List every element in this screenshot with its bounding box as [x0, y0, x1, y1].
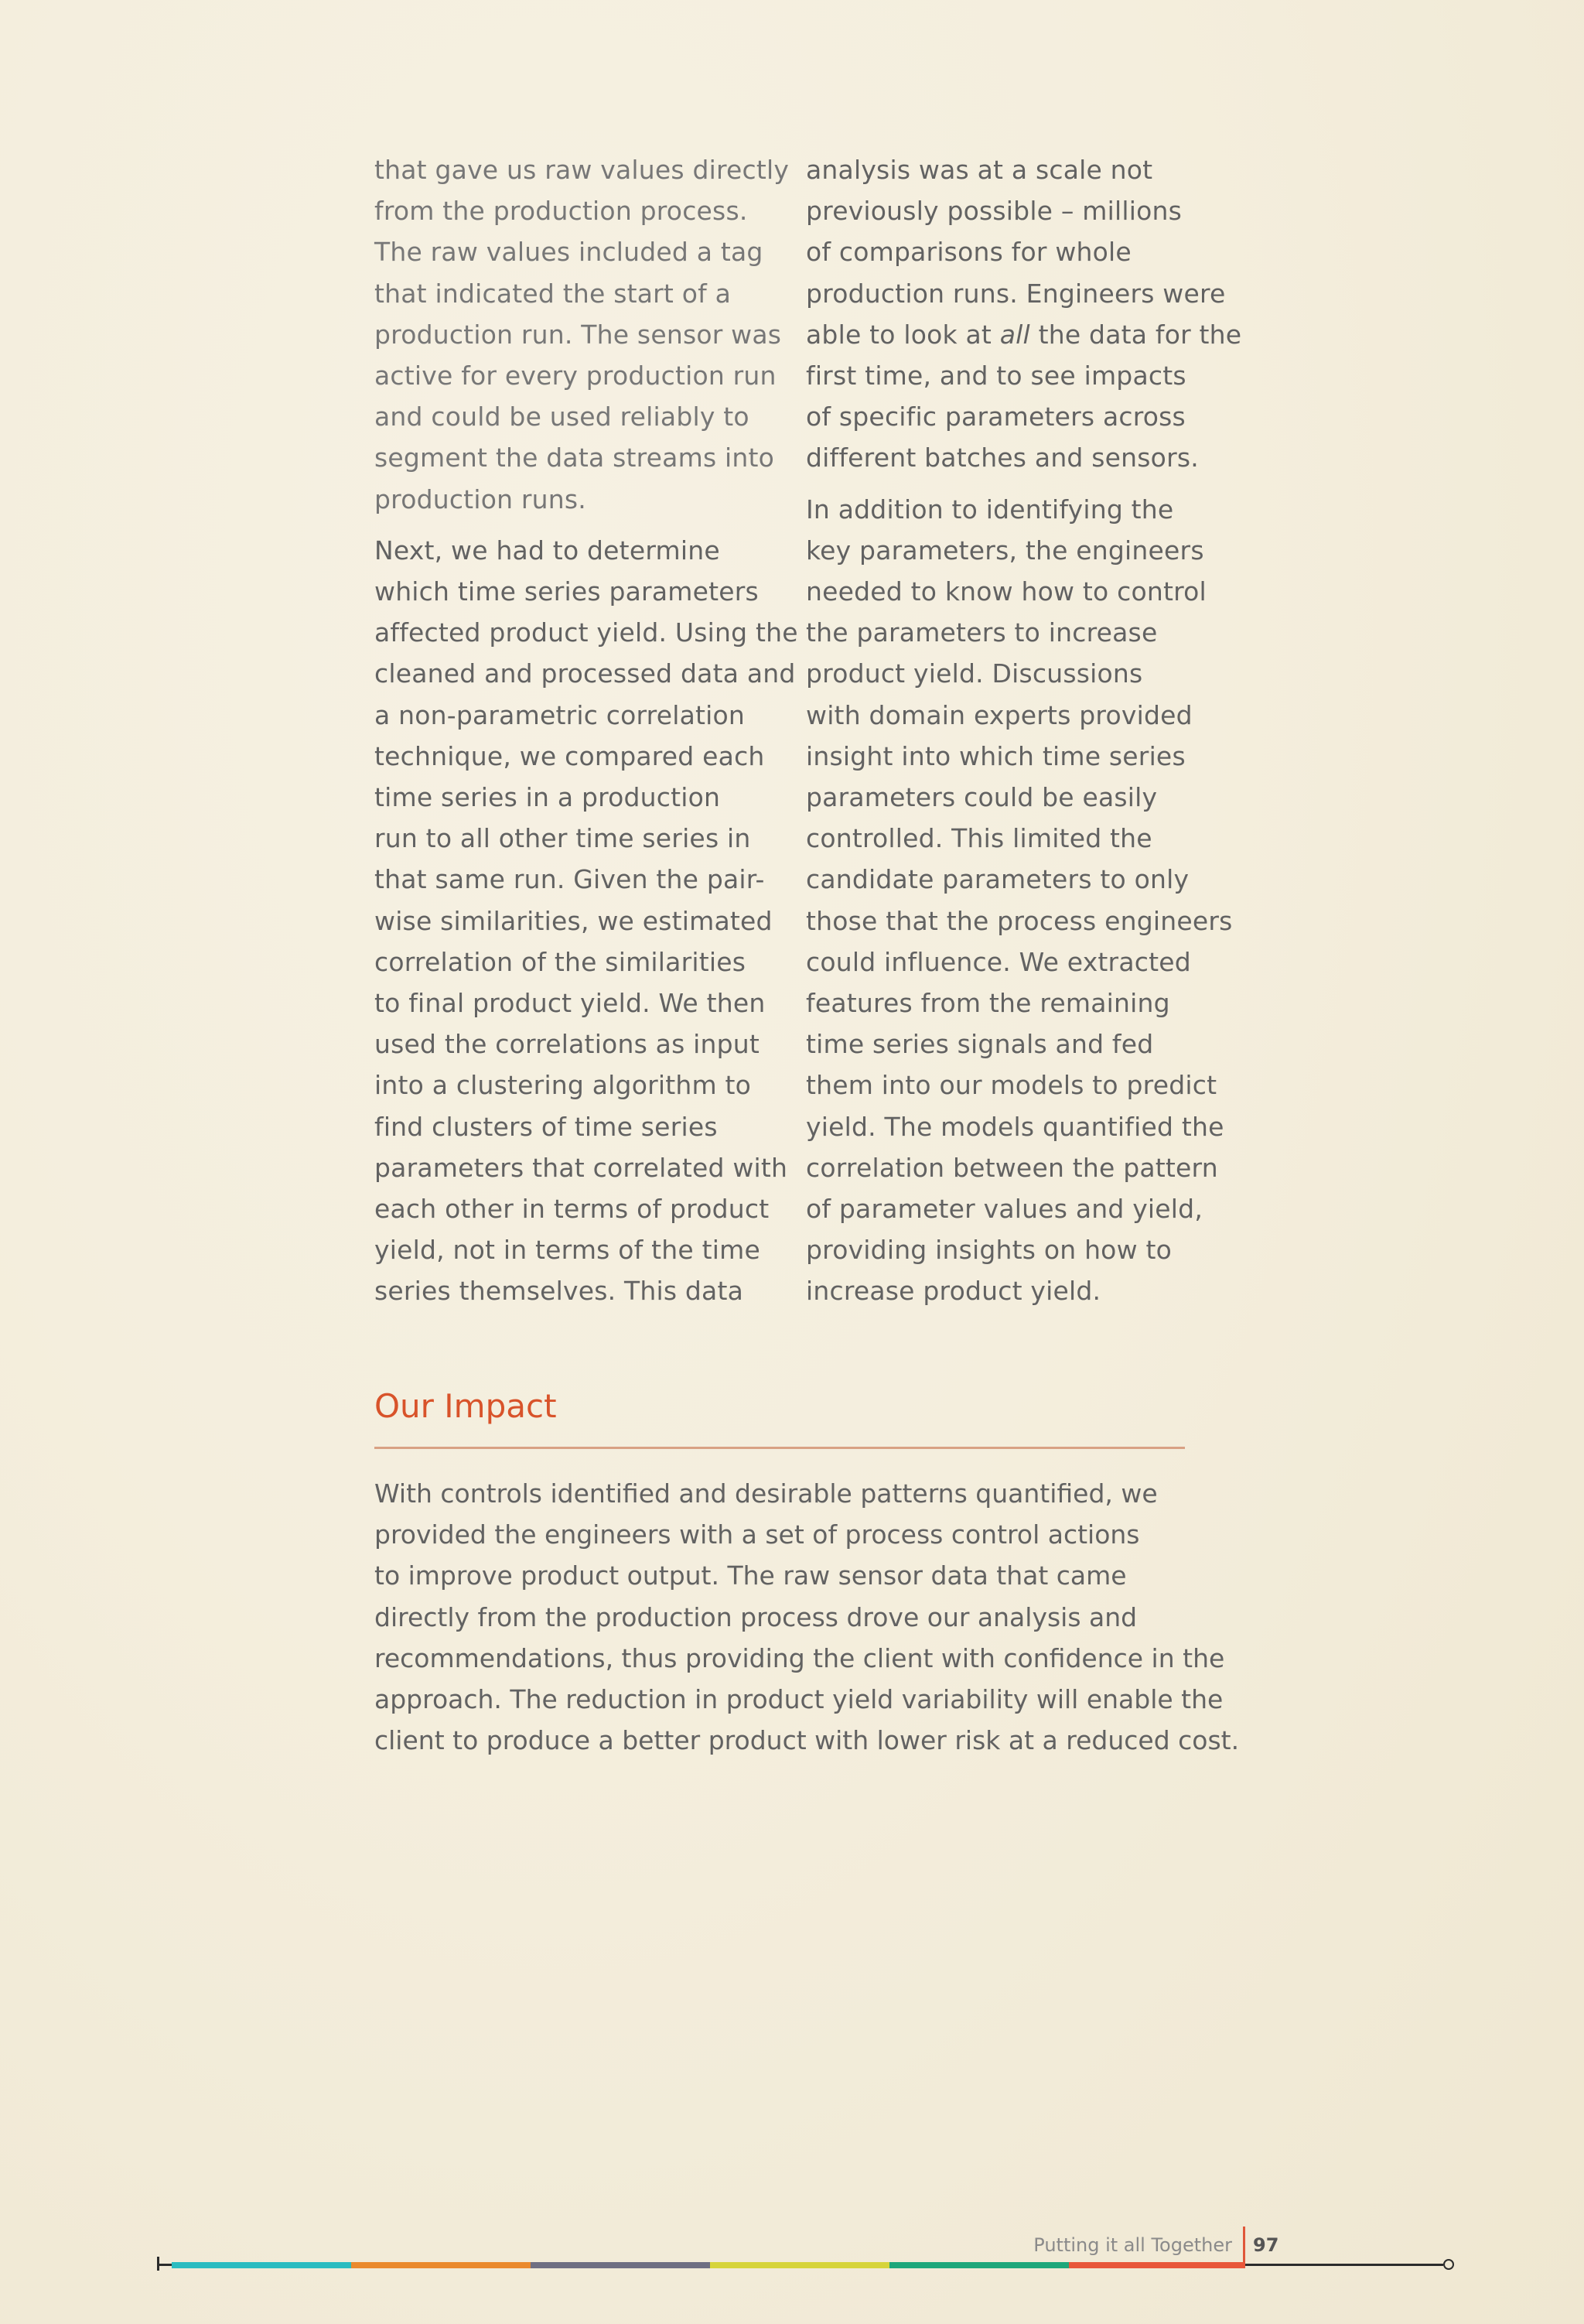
text-line: production runs. Engineers were: [806, 278, 1226, 309]
color-bar-segment: [889, 2262, 1069, 2268]
timeline-line-left: [159, 2264, 172, 2266]
text-line: of specific parameters across: [806, 402, 1186, 432]
text-line: that same run. Given the pair-: [374, 864, 765, 895]
text-line: could influence. We extracted: [806, 946, 1191, 977]
text-line: them into our models to predict: [806, 1070, 1217, 1101]
text-line: product yield. Discussions: [806, 658, 1143, 689]
text-line: increase product yield.: [806, 1276, 1101, 1307]
timeline-line-right: [1245, 2264, 1443, 2266]
text-line: find clusters of time series: [374, 1111, 718, 1142]
text-fragment: able to look at: [806, 319, 1000, 350]
text-line: With controls identified and desirable patterns quantified, we: [374, 1478, 1158, 1509]
text-line: of parameter values and yield,: [806, 1194, 1203, 1225]
section-heading: Our Impact: [374, 1387, 557, 1425]
timeline-start-cap: [157, 2257, 159, 2271]
text-line: run to all other time series in: [374, 823, 751, 854]
left-paragraph-1: [374, 149, 790, 520]
text-line: In addition to identifying the: [806, 494, 1174, 525]
timeline-end-circle: [1443, 2259, 1454, 2270]
left-paragraph-2: [374, 530, 798, 1312]
color-bar-segment: [351, 2262, 531, 2268]
text-line: series themselves. This data: [374, 1276, 744, 1307]
text-line: yield, not in terms of the time: [374, 1235, 760, 1266]
text-line: correlation between the pattern: [806, 1152, 1218, 1183]
text-line: which time series parameters: [374, 576, 759, 607]
text-line-with-emphasis: [806, 314, 1242, 355]
text-line: from the production process.: [374, 196, 748, 227]
text-line: used the correlations as input: [374, 1029, 760, 1060]
page-number: 97: [1253, 2234, 1279, 2256]
text-line: key parameters, the engineers: [806, 535, 1204, 566]
color-bar-segment: [710, 2262, 889, 2268]
text-line: providing insights on how to: [806, 1235, 1172, 1266]
color-bar-segment: [172, 2262, 351, 2268]
text-line: recommendations, thus providing the client with confidence in the: [374, 1642, 1225, 1673]
impact-paragraph: [374, 1473, 1241, 1761]
text-line: wise similarities, we estimated: [374, 905, 773, 936]
text-line: each other in terms of product: [374, 1194, 770, 1225]
text-line: correlation of the similarities: [374, 946, 746, 977]
text-line: directly from the production process drove our analysis and: [374, 1601, 1138, 1632]
text-line: yield. The models quantified the: [806, 1111, 1224, 1142]
color-bar-segment: [1069, 2262, 1245, 2268]
text-line: needed to know how to control: [806, 576, 1207, 607]
text-line: time series signals and fed: [806, 1029, 1154, 1060]
text-line: to final product yield. We then: [374, 988, 766, 1019]
text-line: time series in a production: [374, 782, 721, 813]
page-number-divider: [1243, 2227, 1245, 2264]
text-line: client to produce a better product with lower risk at a reduced cost.: [374, 1725, 1240, 1756]
section-divider: [374, 1447, 1185, 1449]
text-line: controlled. This limited the: [806, 823, 1152, 854]
text-line: analysis was at a scale not: [806, 155, 1153, 185]
text-line: affected product yield. Using the: [374, 617, 798, 648]
text-line: technique, we compared each: [374, 740, 765, 771]
text-line: to improve product output. The raw sensor data that came: [374, 1560, 1127, 1591]
right-paragraph-2: [806, 489, 1233, 1312]
left-column: [374, 149, 798, 1312]
text-line: into a clustering algorithm to: [374, 1070, 752, 1101]
text-line: segment the data streams into: [374, 443, 775, 473]
text-line: a non-parametric correlation: [374, 699, 746, 730]
text-line: that indicated the start of a: [374, 278, 732, 309]
color-bar-segment: [531, 2262, 710, 2268]
right-paragraph-1: [806, 149, 1242, 479]
text-line: that gave us raw values directly: [374, 155, 790, 185]
text-line: of comparisons for whole: [806, 237, 1132, 268]
emphasized-word: all: [999, 319, 1030, 350]
text-fragment: the data for the: [1029, 319, 1242, 350]
text-line: active for every production run: [374, 361, 777, 391]
text-line: with domain experts provided: [806, 699, 1193, 730]
text-line: features from the remaining: [806, 988, 1170, 1019]
text-line: previously possible – millions: [806, 196, 1182, 227]
text-line: insight into which time series: [806, 740, 1186, 771]
running-footer-section: Putting it all Together: [1033, 2234, 1232, 2256]
text-line: different batches and sensors.: [806, 443, 1199, 473]
text-line: The raw values included a tag: [374, 237, 763, 268]
text-line: cleaned and processed data and: [374, 658, 796, 689]
text-line: provided the engineers with a set of process control actions: [374, 1519, 1140, 1550]
text-line: parameters could be easily: [806, 782, 1158, 813]
text-line: those that the process engineers: [806, 905, 1233, 936]
text-line: parameters that correlated with: [374, 1152, 788, 1183]
text-line: and could be used reliably to: [374, 402, 749, 432]
text-line: production run. The sensor was: [374, 319, 782, 350]
text-line: first time, and to see impacts: [806, 361, 1186, 391]
text-line: Next, we had to determine: [374, 535, 720, 566]
text-line: the parameters to increase: [806, 617, 1158, 648]
text-line: candidate parameters to only: [806, 864, 1190, 895]
right-column: [806, 149, 1242, 1312]
text-line: production runs.: [374, 484, 586, 514]
text-line: approach. The reduction in product yield variability will enable the: [374, 1684, 1224, 1715]
